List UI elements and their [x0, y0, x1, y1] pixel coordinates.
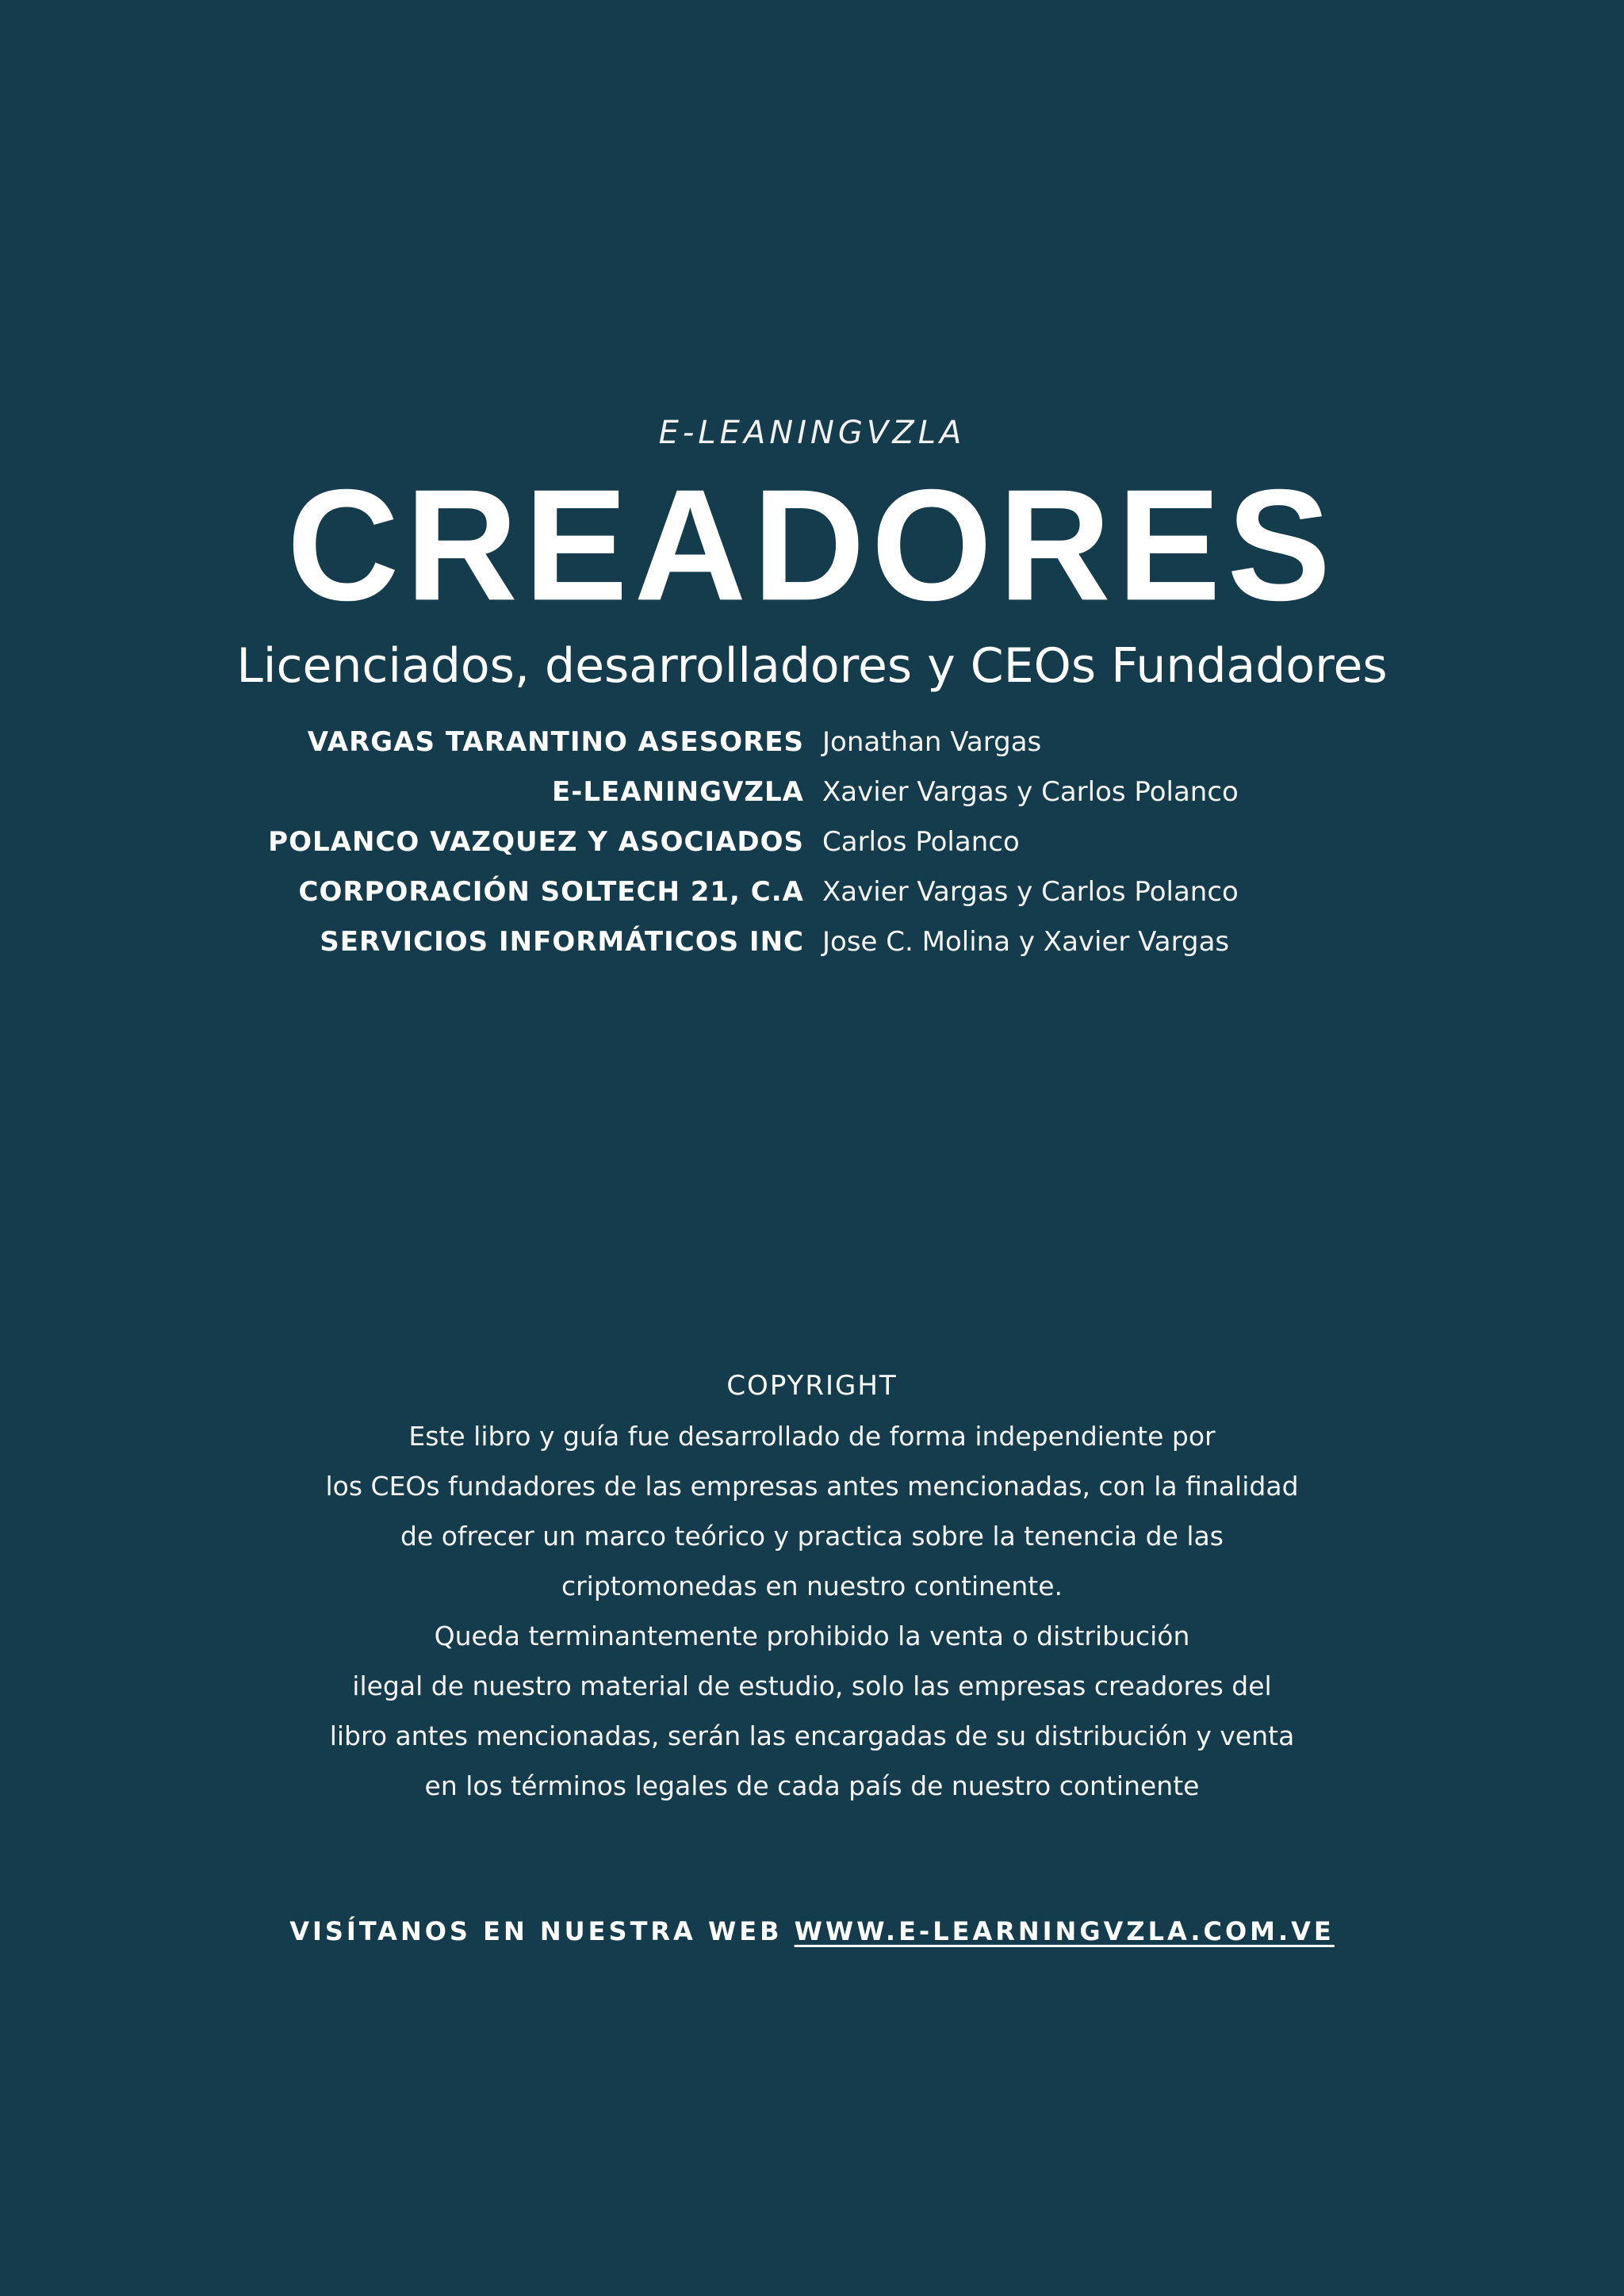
website-link[interactable]: WWW.E-LEARNINGVZLA.COM.VE — [794, 1916, 1335, 1946]
credit-row — [0, 767, 1624, 817]
copyright-heading: COPYRIGHT — [726, 1370, 898, 1402]
credit-row — [0, 817, 1624, 867]
credit-people: Xavier Vargas y Carlos Polanco — [822, 776, 1239, 808]
brand-name: E-LEANINGVZLA — [658, 415, 966, 451]
copyright-line: Queda terminantemente prohibido la venta o distribución — [434, 1621, 1190, 1651]
page-title: CREADORES — [286, 456, 1338, 634]
credit-company: VARGAS TARANTINO ASESORES — [307, 726, 804, 758]
copyright-line: ilegal de nuestro material de estudio, solo las empresas creadores del — [352, 1670, 1272, 1701]
copyright-line: criptomonedas en nuestro continente. — [561, 1571, 1063, 1601]
credit-row — [0, 917, 1624, 967]
credit-people: Carlos Polanco — [822, 826, 1020, 858]
copyright-line: libro antes mencionadas, serán las encargadas de su distribución y venta — [329, 1720, 1295, 1751]
copyright-line: los CEOs fundadores de las empresas antes mencionadas, con la finalidad — [325, 1471, 1299, 1502]
credit-people: Xavier Vargas y Carlos Polanco — [822, 876, 1239, 908]
copyright-line: Este libro y guía fue desarrollado de forma independiente por — [408, 1421, 1216, 1452]
visit-website-line — [0, 1911, 1624, 1952]
copyright-line: en los términos legales de cada país de nuestro continente — [424, 1770, 1200, 1801]
credit-people: Jose C. Molina y Xavier Vargas — [822, 926, 1230, 958]
credit-company: POLANCO VAZQUEZ Y ASOCIADOS — [268, 826, 804, 858]
credit-row — [0, 718, 1624, 767]
copyright-line: de ofrecer un marco teórico y practica sobre la tenencia de las — [400, 1521, 1224, 1552]
credit-people: Jonathan Vargas — [822, 726, 1042, 758]
credit-row — [0, 867, 1624, 917]
credit-company: SERVICIOS INFORMÁTICOS INC — [320, 926, 804, 958]
copyright-body — [0, 1411, 1624, 1811]
visit-label: VISÍTANOS EN NUESTRA WEB — [289, 1916, 783, 1946]
credits-list — [0, 718, 1624, 967]
credit-company: CORPORACIÓN SOLTECH 21, C.A — [298, 876, 804, 908]
page-subtitle: Licenciados, desarrolladores y CEOs Fundadores — [236, 638, 1388, 694]
credit-company: E-LEANINGVZLA — [552, 776, 804, 808]
